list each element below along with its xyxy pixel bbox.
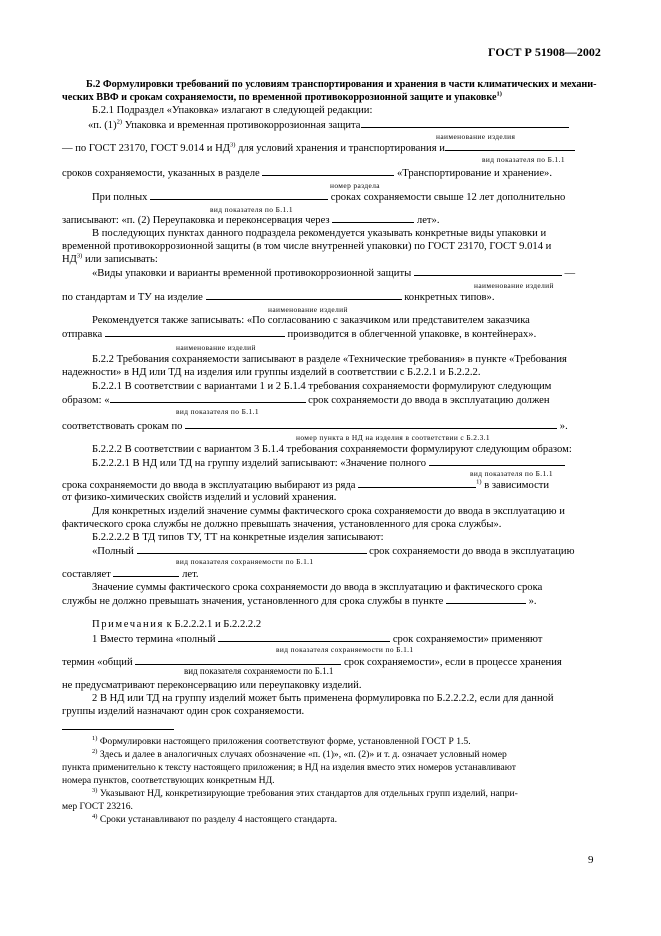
footnote-ref: 3) — [76, 252, 83, 260]
section-title-line-2 — [62, 91, 502, 105]
paragraph-b21: Б.2.1 Подраздел «Упаковка» излагают в следующей редакции: — [92, 105, 373, 116]
note-2-line-2: группы изделий назначают один срок сохраняемости. — [62, 706, 305, 717]
paragraph-b221-2 — [62, 393, 550, 408]
text: лет». — [416, 215, 440, 226]
blank-line — [113, 567, 179, 577]
paragraph-sum-1: Для конкретных изделий значение суммы фактического срока сохраняемости до ввода в эксплуатацию и — [92, 506, 565, 517]
paragraph-gost — [62, 141, 575, 156]
paragraph-standards — [62, 290, 495, 305]
caption-product-names: наименование изделий — [268, 305, 348, 314]
blank-line — [358, 478, 476, 488]
text: 1 Вместо термина «полный — [92, 634, 216, 645]
text: Сроки устанавливают по разделу 4 настоящего стандарта. — [97, 814, 337, 825]
text: Указывают НД, конкретизирующие требования этих стандартов для отдельных групп изделий, напри- — [97, 788, 518, 799]
footnote-2-line-3: номера пунктов, соответствующих конкретным НД. — [62, 775, 275, 786]
text: образом: « — [62, 395, 110, 406]
paragraph-match — [62, 419, 568, 434]
blank-line — [361, 118, 569, 128]
note-2-line-1: 2 В НД или ТД на группу изделий может быть применена формулировка по Б.2.2.2.2, если для данной — [92, 693, 554, 704]
text: Формулировки настоящего приложения соответствуют форме, установленной ГОСТ Р 1.5. — [97, 736, 471, 747]
blank-line — [105, 327, 285, 337]
footnote-4 — [92, 813, 337, 827]
caption-item-number: номер пункта в НД на изделия в соответствии с Б.2.3.1 — [296, 433, 491, 442]
text: производится в облегченной упаковке, в контейнерах». — [287, 329, 537, 340]
text: составляет — [62, 569, 111, 580]
paragraph-value-2 — [62, 594, 537, 609]
caption-indicator-type: вид показателя по Б.1.1 — [176, 407, 259, 416]
caption-indicator-type: вид показателя по Б.1.1 — [482, 155, 565, 164]
text: Упаковка и временная противокоррозионная защита — [122, 120, 361, 131]
footnote-2-line-1 — [92, 748, 507, 762]
text: «Виды упаковки и варианты временной противокоррозионной защиты — [92, 268, 412, 279]
paragraph-b222: Б.2.2.2 В соответствии с вариантом 3 Б.1.4 требования сохраняемости формулируют следующим образом: — [92, 444, 572, 455]
paragraph-next-2: временной противокоррозионной защиты (в том числе внутренней упаковки) по ГОСТ 23170, ГОСТ 9.014 и — [62, 241, 552, 252]
blank-line — [110, 393, 306, 403]
blank-line — [429, 456, 565, 466]
footnote-2-line-2: пункта применительно к тексту настоящего приложения; в НД на изделия вместо этих номеров устанавливают — [62, 762, 516, 773]
text: сроках сохраняемости свыше 12 лет дополнительно — [330, 192, 566, 203]
text: службы не должно превышать значения, установленного для срока службы в пункте — [62, 596, 444, 607]
note-1-line-3: не предусматривают переконсервацию или переупаковку изделий. — [62, 680, 362, 691]
text: ». — [559, 421, 568, 432]
paragraph-full-terms — [92, 190, 565, 205]
caption-product-names: наименование изделий — [176, 343, 256, 352]
paragraph-full — [92, 544, 575, 559]
paragraph-agreement-2 — [62, 327, 536, 342]
blank-line — [445, 141, 575, 151]
text: Б.2.2.2.1 В НД или ТД на группу изделий записывают: «Значение полного — [92, 458, 427, 469]
text: для условий хранения и транспортирования и — [235, 143, 445, 154]
text: Здесь и далее в аналогичных случаях обозначение «п. (1)», «п. (2)» и т. д. означает условный номер — [97, 749, 507, 760]
paragraph-properties: от физико-химических свойств изделий и условий хранения. — [62, 492, 337, 503]
caption-product-names: наименование изделий — [474, 281, 554, 290]
text: лет. — [182, 569, 199, 580]
footnote-3-line-2: мер ГОСТ 23216. — [62, 801, 133, 812]
text: срок сохраняемости до ввода в эксплуатацию должен — [308, 395, 550, 406]
footnote-mark: 4) — [92, 812, 98, 820]
text: конкретных типов». — [404, 292, 495, 303]
footnote-1 — [92, 735, 471, 749]
paragraph-pack-types — [92, 266, 575, 281]
caption-retention-indicator: вид показателя сохраняемости по Б.1.1 — [184, 666, 334, 676]
text: — — [564, 268, 576, 279]
standard-designation: ГОСТ Р 51908—2002 — [488, 45, 601, 59]
paragraph-next-3 — [62, 253, 158, 267]
paragraph-next-1: В последующих пунктах данного подраздела рекомендуется указывать конкретные виды упаковки и — [92, 228, 547, 239]
footnote-mark: 3) — [92, 786, 98, 794]
text: «п. (1) — [88, 120, 117, 131]
caption-indicator-type: вид показателя по Б.1.1 — [210, 205, 293, 214]
blank-line — [135, 655, 341, 665]
text: по стандартам и ТУ на изделие — [62, 292, 203, 303]
paragraph-b22-2: надежности» в НД или ТД на изделия или группы изделий в соответствии с Б.2.2.1 и Б.2.2.2. — [62, 367, 481, 378]
text: записывают: «п. (2) Переупаковка и переконсервация через — [62, 215, 330, 226]
caption-product-name: наименование изделия — [436, 132, 516, 141]
blank-line — [185, 419, 557, 429]
text: срок сохраняемости до ввода в эксплуатацию — [369, 546, 575, 557]
footnote-3-line-1 — [92, 787, 518, 801]
blank-line — [446, 594, 526, 604]
footnote-mark: 1) — [92, 734, 98, 742]
paragraph-b2222: Б.2.2.2.2 В ТД типов ТУ, ТТ на конкретные изделия записывают: — [92, 532, 384, 543]
paragraph-b221-1: Б.2.2.1 В соответствии с вариантами 1 и 2 Б.1.4 требования сохраняемости формулируют следующим — [92, 381, 552, 392]
text: срока сохраняемости до ввода в эксплуатацию выбирают из ряда — [62, 480, 356, 491]
page-number: 9 — [588, 854, 594, 866]
blank-line — [137, 544, 367, 554]
blank-line — [218, 632, 390, 642]
paragraph-b22-1: Б.2.2 Требования сохраняемости записывают в разделе «Технические требования» в пункте «Требования — [92, 354, 567, 365]
paragraph-value-1: Значение суммы фактического срока сохраняемости до ввода в эксплуатацию и фактического срока — [92, 582, 543, 593]
paragraph-amount — [62, 567, 199, 582]
blank-line — [262, 166, 394, 176]
caption-section-number: номер раздела — [330, 181, 380, 190]
blank-line — [150, 190, 328, 200]
text: «Транспортирование и хранение». — [397, 168, 552, 179]
blank-line — [414, 266, 562, 276]
paragraph-agreement-1: Рекомендуется также записывать: «По согласованию с заказчиком или представителем заказчика — [92, 315, 530, 326]
paragraph-repack — [62, 213, 439, 228]
blank-line — [332, 213, 414, 223]
paragraph-p1 — [88, 118, 569, 133]
footnote-ref: 1) — [476, 478, 482, 486]
text: сроков сохраняемости, указанных в разделе — [62, 168, 260, 179]
text: срок сохраняемости», если в процессе хранения — [343, 657, 562, 668]
text: При полных — [92, 192, 148, 203]
text: отправка — [62, 329, 103, 340]
caption-retention-indicator: вид показателя сохраняемости по Б.1.1 — [276, 645, 414, 654]
text: НД — [62, 254, 77, 265]
text: срок сохраняемости» применяют — [392, 634, 543, 645]
blank-line — [206, 290, 402, 300]
text: термин «общий — [62, 657, 133, 668]
paragraph-sum-2: фактического срока службы не должно превышать значения, установленного для срока службы». — [62, 519, 502, 530]
text: в зависимости — [481, 480, 550, 491]
section-title-line-1: Б.2 Формулировки требований по условиям транспортирования и хранения в части климатических и механи- — [86, 79, 597, 90]
caption-retention-indicator: вид показателя сохраняемости по Б.1.1 — [176, 557, 314, 566]
text: «Полный — [92, 546, 134, 557]
footnote-ref: 2) — [116, 118, 123, 126]
footnote-ref: 1) — [496, 90, 502, 98]
text: или записывать: — [82, 254, 158, 265]
notes-heading — [92, 618, 261, 632]
footnote-mark: 2) — [92, 747, 98, 755]
section-title-text: ческих ВВФ и срокам сохраняемости, по временной противокоррозионной защите и упаковке — [62, 92, 497, 103]
footnote-separator — [62, 729, 174, 730]
text: — по ГОСТ 23170, ГОСТ 9.014 и НД — [62, 143, 230, 154]
caption-indicator-type: вид показателя по Б.1.1 — [470, 469, 553, 478]
paragraph-terms — [62, 166, 552, 181]
text: соответствовать срокам по — [62, 421, 183, 432]
notes-label: Примечания — [92, 619, 164, 630]
footnote-ref: 3) — [229, 141, 236, 149]
notes-suffix: к Б.2.2.2.1 и Б.2.2.2.2 — [164, 619, 262, 630]
text: ». — [528, 596, 537, 607]
